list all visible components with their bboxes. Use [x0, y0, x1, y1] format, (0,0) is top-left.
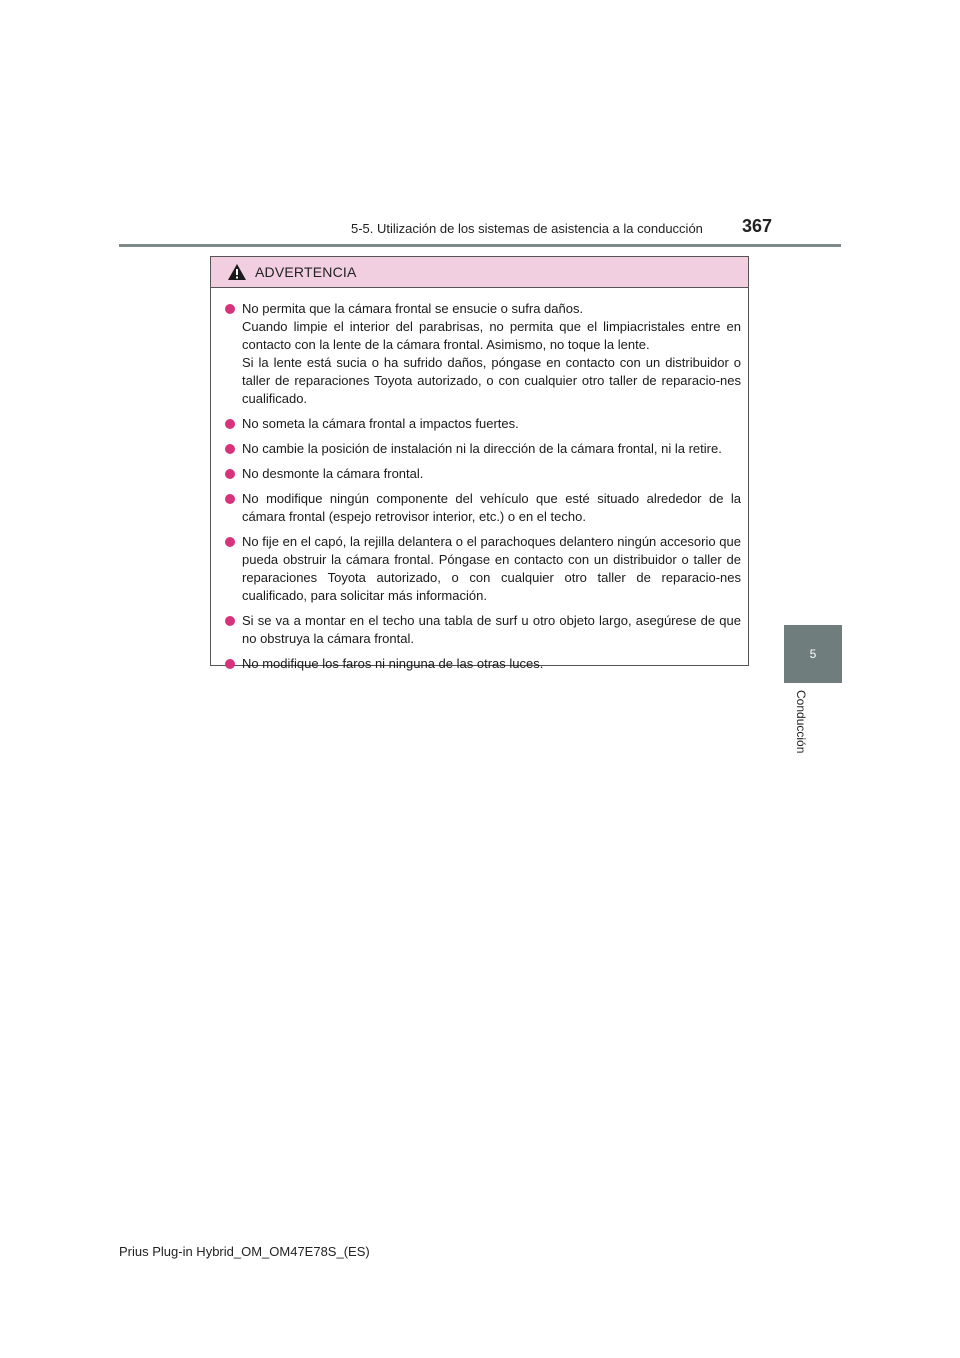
warning-box [210, 256, 749, 671]
warning-item-text: Cuando limpie el interior del parabrisas, no permita que el limpiacristales entre en contacto con la lente de la cámara frontal. Asimismo, no toque la lente. [242, 319, 741, 352]
bullet-icon [225, 304, 235, 314]
warning-item-text: No modifique ningún componente del vehículo que esté situado alrededor de la cámara frontal (espejo retrovisor interior, etc.) o en el techo. [242, 491, 741, 524]
warning-item [225, 655, 741, 673]
chapter-number: 5 [809, 647, 817, 661]
warning-title: ADVERTENCIA [255, 264, 357, 280]
section-title: 5-5. Utilización de los sistemas de asistencia a la conducción [351, 221, 703, 236]
warning-item-text: No cambie la posición de instalación ni la dirección de la cámara frontal, ni la retire. [242, 441, 722, 456]
bullet-icon [225, 659, 235, 669]
bullet-icon [225, 469, 235, 479]
page-number: 367 [742, 216, 773, 236]
warning-item [225, 415, 741, 433]
warning-item [225, 300, 741, 408]
warning-item-text: Si se va a montar en el techo una tabla de surf u otro objeto largo, asegúrese de que no obstruya la cámara frontal. [242, 613, 741, 646]
warning-item [225, 533, 741, 605]
warning-item [225, 440, 741, 458]
warning-item-text: No permita que la cámara frontal se ensucie o sufra daños. [242, 301, 584, 316]
warning-item-text: No fije en el capó, la rejilla delantera o el parachoques delantero ningún accesorio que pueda obstruir la cámara frontal. Póngase en contacto con un distribuidor o taller de reparaciones Toyota autorizado, o con cualquier otro taller de reparacio-nes cualificado, para solicitar más información. [242, 534, 741, 603]
chapter-label: Conducción [794, 690, 808, 754]
bullet-icon [225, 537, 235, 547]
bullet-icon [225, 494, 235, 504]
warning-item [225, 490, 741, 526]
bullet-icon [225, 616, 235, 626]
warning-item [225, 465, 741, 483]
warning-item-text: No someta la cámara frontal a impactos fuertes. [242, 416, 519, 431]
header-rule [119, 244, 841, 247]
warning-list [211, 288, 748, 673]
footer-doc-id: Prius Plug-in Hybrid_OM_OM47E78S_(ES) [119, 1244, 370, 1259]
warning-item-text: No desmonte la cámara frontal. [242, 466, 424, 481]
warning-header [211, 257, 748, 288]
bullet-icon [225, 419, 235, 429]
bullet-icon [225, 444, 235, 454]
warning-item [225, 612, 741, 648]
warning-item-text: No modifique los faros ni ninguna de las otras luces. [242, 656, 544, 671]
chapter-tab [784, 625, 842, 683]
warning-item-text: Si la lente está sucia o ha sufrido daños, póngase en contacto con un distribuidor o taller de reparaciones Toyota autorizado, o con cualquier otro taller de reparacio-nes cualificado. [242, 355, 741, 406]
warning-triangle-icon [227, 263, 247, 281]
